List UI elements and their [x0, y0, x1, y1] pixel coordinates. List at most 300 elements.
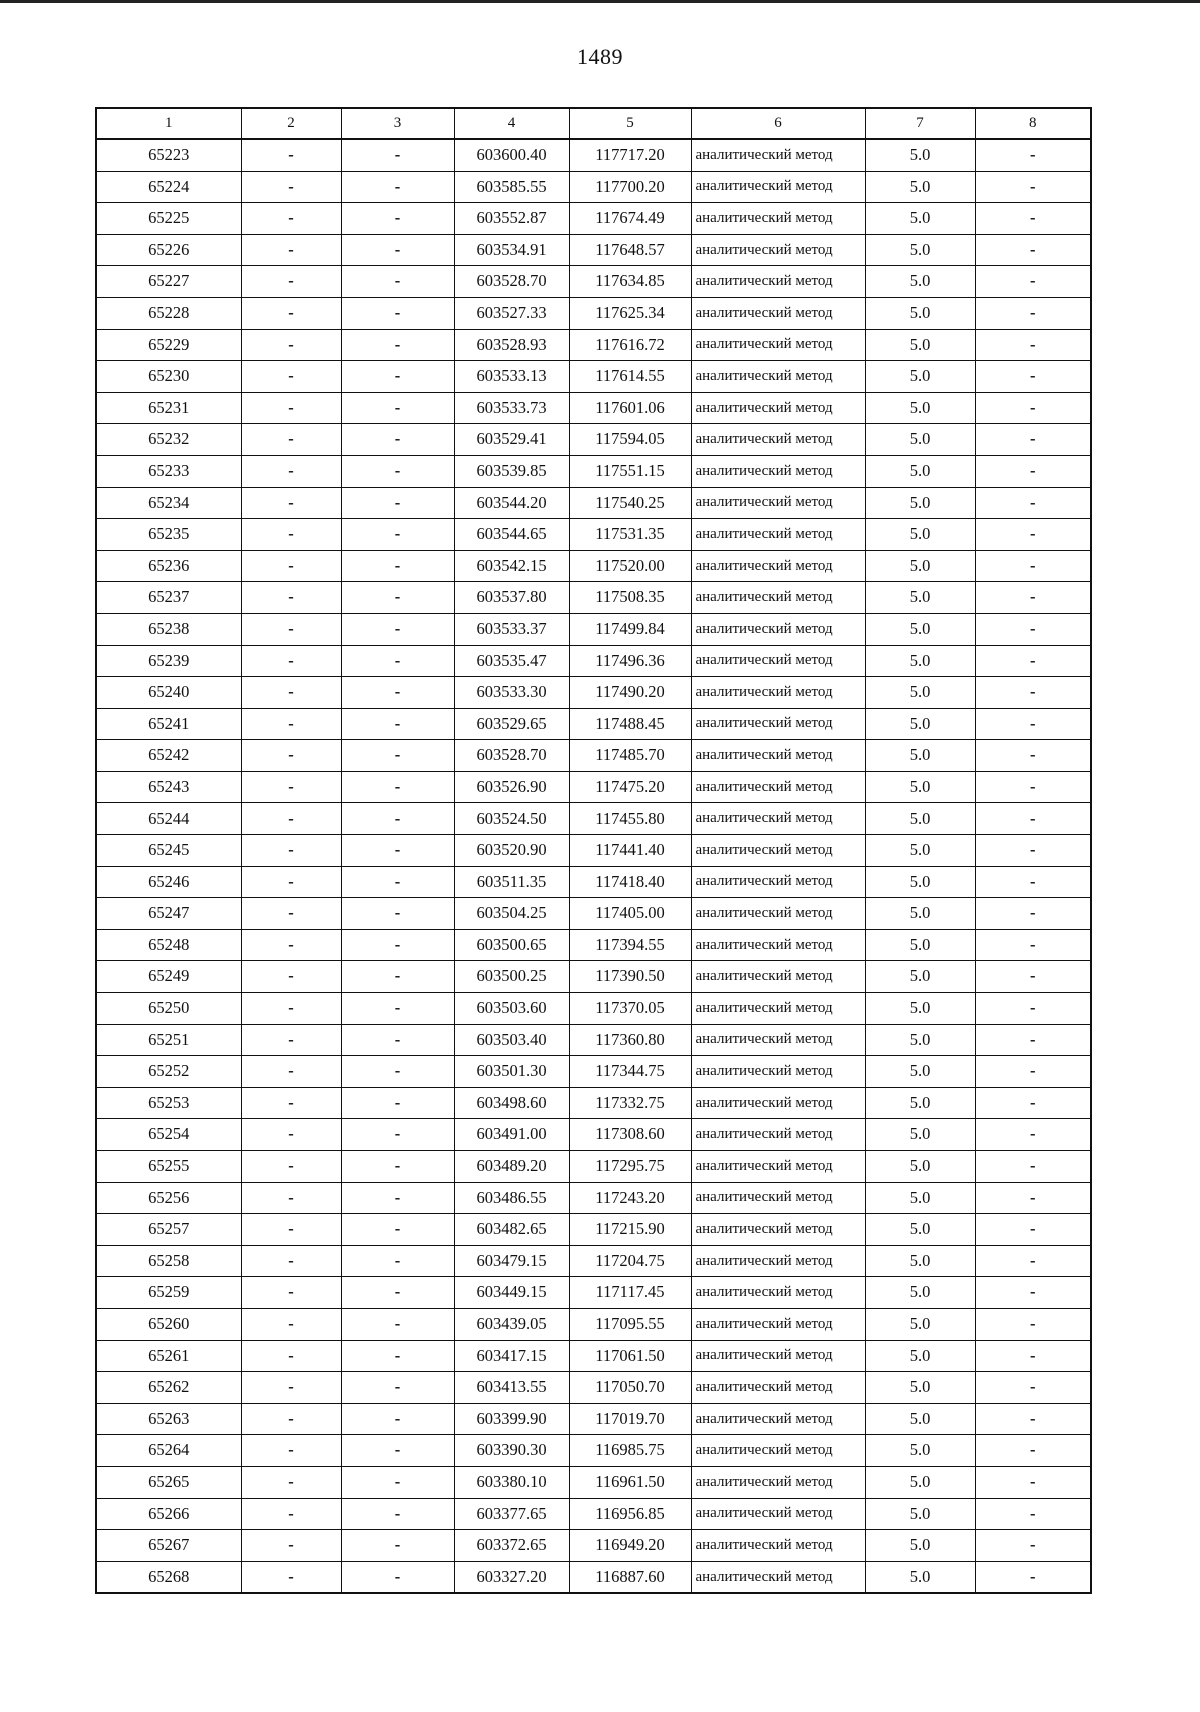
- coordinate-y: 117531.35: [569, 519, 691, 551]
- coordinate-x: 603501.30: [454, 1056, 569, 1088]
- col8-value: -: [975, 487, 1091, 519]
- coordinate-x: 603486.55: [454, 1182, 569, 1214]
- determination-method: аналитический метод: [691, 1372, 865, 1404]
- determination-method: аналитический метод: [691, 424, 865, 456]
- table-row: [96, 139, 1091, 171]
- determination-method: аналитический метод: [691, 961, 865, 993]
- coordinate-y: 116949.20: [569, 1530, 691, 1562]
- point-number: 65228: [96, 297, 241, 329]
- table-row: [96, 1182, 1091, 1214]
- determination-method: аналитический метод: [691, 866, 865, 898]
- col8-value: -: [975, 993, 1091, 1025]
- point-number: 65268: [96, 1561, 241, 1593]
- coordinate-y: 117019.70: [569, 1403, 691, 1435]
- column-header-6: 6: [691, 108, 865, 139]
- col3-value: -: [341, 203, 454, 235]
- col2-value: -: [241, 171, 341, 203]
- col3-value: -: [341, 645, 454, 677]
- col2-value: -: [241, 929, 341, 961]
- col3-value: -: [341, 1277, 454, 1309]
- col8-value: -: [975, 1530, 1091, 1562]
- accuracy-value: 5.0: [865, 171, 975, 203]
- accuracy-value: 5.0: [865, 297, 975, 329]
- point-number: 65261: [96, 1340, 241, 1372]
- determination-method: аналитический метод: [691, 139, 865, 171]
- col8-value: -: [975, 1182, 1091, 1214]
- accuracy-value: 5.0: [865, 1277, 975, 1309]
- coordinate-y: 117594.05: [569, 424, 691, 456]
- col8-value: -: [975, 139, 1091, 171]
- determination-method: аналитический метод: [691, 708, 865, 740]
- coordinate-y: 117441.40: [569, 835, 691, 867]
- coordinate-x: 603585.55: [454, 171, 569, 203]
- coordinate-x: 603498.60: [454, 1087, 569, 1119]
- accuracy-value: 5.0: [865, 929, 975, 961]
- table-row: [96, 266, 1091, 298]
- col3-value: -: [341, 392, 454, 424]
- coordinate-y: 117204.75: [569, 1245, 691, 1277]
- coordinate-x: 603544.20: [454, 487, 569, 519]
- point-number: 65232: [96, 424, 241, 456]
- col3-value: -: [341, 1151, 454, 1183]
- table-row: [96, 487, 1091, 519]
- col3-value: -: [341, 550, 454, 582]
- column-header-8: 8: [975, 108, 1091, 139]
- col8-value: -: [975, 297, 1091, 329]
- determination-method: аналитический метод: [691, 771, 865, 803]
- col8-value: -: [975, 961, 1091, 993]
- coordinate-x: 603535.47: [454, 645, 569, 677]
- col3-value: -: [341, 1435, 454, 1467]
- col2-value: -: [241, 1151, 341, 1183]
- point-number: 65251: [96, 1024, 241, 1056]
- accuracy-value: 5.0: [865, 771, 975, 803]
- accuracy-value: 5.0: [865, 234, 975, 266]
- point-number: 65245: [96, 835, 241, 867]
- accuracy-value: 5.0: [865, 803, 975, 835]
- col8-value: -: [975, 550, 1091, 582]
- table-row: [96, 677, 1091, 709]
- accuracy-value: 5.0: [865, 961, 975, 993]
- col8-value: -: [975, 361, 1091, 393]
- point-number: 65248: [96, 929, 241, 961]
- coordinate-y: 117050.70: [569, 1372, 691, 1404]
- col3-value: -: [341, 1119, 454, 1151]
- determination-method: аналитический метод: [691, 1182, 865, 1214]
- col2-value: -: [241, 297, 341, 329]
- accuracy-value: 5.0: [865, 740, 975, 772]
- point-number: 65252: [96, 1056, 241, 1088]
- col2-value: -: [241, 266, 341, 298]
- col2-value: -: [241, 898, 341, 930]
- accuracy-value: 5.0: [865, 550, 975, 582]
- coordinate-x: 603537.80: [454, 582, 569, 614]
- coordinate-x: 603539.85: [454, 455, 569, 487]
- col2-value: -: [241, 1498, 341, 1530]
- table-row: [96, 455, 1091, 487]
- column-header-2: 2: [241, 108, 341, 139]
- col3-value: -: [341, 835, 454, 867]
- table-row: [96, 613, 1091, 645]
- col8-value: -: [975, 1087, 1091, 1119]
- table-row: [96, 582, 1091, 614]
- point-number: 65238: [96, 613, 241, 645]
- coordinate-x: 603529.65: [454, 708, 569, 740]
- determination-method: аналитический метод: [691, 1087, 865, 1119]
- coordinate-y: 117488.45: [569, 708, 691, 740]
- coordinate-x: 603372.65: [454, 1530, 569, 1562]
- col2-value: -: [241, 708, 341, 740]
- col2-value: -: [241, 392, 341, 424]
- accuracy-value: 5.0: [865, 1087, 975, 1119]
- coordinate-x: 603520.90: [454, 835, 569, 867]
- coordinate-x: 603489.20: [454, 1151, 569, 1183]
- col3-value: -: [341, 708, 454, 740]
- coordinate-x: 603504.25: [454, 898, 569, 930]
- coordinate-y: 116961.50: [569, 1466, 691, 1498]
- col3-value: -: [341, 139, 454, 171]
- table-row: [96, 234, 1091, 266]
- coordinate-y: 117390.50: [569, 961, 691, 993]
- col8-value: -: [975, 1498, 1091, 1530]
- determination-method: аналитический метод: [691, 1119, 865, 1151]
- col2-value: -: [241, 234, 341, 266]
- coordinate-y: 117344.75: [569, 1056, 691, 1088]
- table-row: [96, 740, 1091, 772]
- col2-value: -: [241, 1214, 341, 1246]
- coordinate-x: 603380.10: [454, 1466, 569, 1498]
- point-number: 65243: [96, 771, 241, 803]
- col3-value: -: [341, 613, 454, 645]
- coordinate-y: 117496.36: [569, 645, 691, 677]
- accuracy-value: 5.0: [865, 898, 975, 930]
- table-row: [96, 392, 1091, 424]
- accuracy-value: 5.0: [865, 1498, 975, 1530]
- accuracy-value: 5.0: [865, 708, 975, 740]
- determination-method: аналитический метод: [691, 361, 865, 393]
- determination-method: аналитический метод: [691, 645, 865, 677]
- accuracy-value: 5.0: [865, 266, 975, 298]
- determination-method: аналитический метод: [691, 1530, 865, 1562]
- col3-value: -: [341, 1466, 454, 1498]
- col2-value: -: [241, 519, 341, 551]
- col2-value: -: [241, 771, 341, 803]
- accuracy-value: 5.0: [865, 1308, 975, 1340]
- coordinate-y: 116887.60: [569, 1561, 691, 1593]
- determination-method: аналитический метод: [691, 487, 865, 519]
- point-number: 65247: [96, 898, 241, 930]
- table-row: [96, 1435, 1091, 1467]
- table-row: [96, 171, 1091, 203]
- col3-value: -: [341, 1530, 454, 1562]
- col3-value: -: [341, 1056, 454, 1088]
- coordinate-x: 603528.70: [454, 266, 569, 298]
- table-row: [96, 1151, 1091, 1183]
- coordinate-x: 603377.65: [454, 1498, 569, 1530]
- coordinate-y: 117674.49: [569, 203, 691, 235]
- determination-method: аналитический метод: [691, 613, 865, 645]
- accuracy-value: 5.0: [865, 1245, 975, 1277]
- point-number: 65225: [96, 203, 241, 235]
- col8-value: -: [975, 1277, 1091, 1309]
- table-row: [96, 1056, 1091, 1088]
- determination-method: аналитический метод: [691, 329, 865, 361]
- determination-method: аналитический метод: [691, 392, 865, 424]
- coordinate-y: 117394.55: [569, 929, 691, 961]
- coordinate-x: 603533.73: [454, 392, 569, 424]
- accuracy-value: 5.0: [865, 1340, 975, 1372]
- col2-value: -: [241, 329, 341, 361]
- determination-method: аналитический метод: [691, 171, 865, 203]
- col8-value: -: [975, 929, 1091, 961]
- coordinate-x: 603529.41: [454, 424, 569, 456]
- col3-value: -: [341, 1245, 454, 1277]
- col3-value: -: [341, 1214, 454, 1246]
- col3-value: -: [341, 266, 454, 298]
- determination-method: аналитический метод: [691, 1277, 865, 1309]
- coordinate-y: 117308.60: [569, 1119, 691, 1151]
- table-row: [96, 297, 1091, 329]
- coordinate-y: 116985.75: [569, 1435, 691, 1467]
- determination-method: аналитический метод: [691, 1466, 865, 1498]
- coordinate-y: 117540.25: [569, 487, 691, 519]
- determination-method: аналитический метод: [691, 1403, 865, 1435]
- col8-value: -: [975, 1466, 1091, 1498]
- determination-method: аналитический метод: [691, 1340, 865, 1372]
- determination-method: аналитический метод: [691, 677, 865, 709]
- accuracy-value: 5.0: [865, 1182, 975, 1214]
- determination-method: аналитический метод: [691, 1151, 865, 1183]
- accuracy-value: 5.0: [865, 1119, 975, 1151]
- accuracy-value: 5.0: [865, 1214, 975, 1246]
- determination-method: аналитический метод: [691, 803, 865, 835]
- col2-value: -: [241, 961, 341, 993]
- table-row: [96, 1087, 1091, 1119]
- coordinate-y: 117117.45: [569, 1277, 691, 1309]
- col8-value: -: [975, 1561, 1091, 1593]
- coordinate-y: 117508.35: [569, 582, 691, 614]
- table-row: [96, 550, 1091, 582]
- col3-value: -: [341, 1561, 454, 1593]
- table-row: [96, 361, 1091, 393]
- col8-value: -: [975, 708, 1091, 740]
- point-number: 65257: [96, 1214, 241, 1246]
- point-number: 65244: [96, 803, 241, 835]
- table-row: [96, 1530, 1091, 1562]
- col8-value: -: [975, 582, 1091, 614]
- table-row: [96, 203, 1091, 235]
- point-number: 65254: [96, 1119, 241, 1151]
- coordinate-x: 603526.90: [454, 771, 569, 803]
- col3-value: -: [341, 1340, 454, 1372]
- col2-value: -: [241, 613, 341, 645]
- col3-value: -: [341, 1372, 454, 1404]
- accuracy-value: 5.0: [865, 1466, 975, 1498]
- column-header-7: 7: [865, 108, 975, 139]
- col8-value: -: [975, 1403, 1091, 1435]
- point-number: 65266: [96, 1498, 241, 1530]
- determination-method: аналитический метод: [691, 1214, 865, 1246]
- point-number: 65241: [96, 708, 241, 740]
- col8-value: -: [975, 424, 1091, 456]
- table-row: [96, 1372, 1091, 1404]
- point-number: 65253: [96, 1087, 241, 1119]
- col2-value: -: [241, 1182, 341, 1214]
- col2-value: -: [241, 487, 341, 519]
- coordinate-x: 603533.30: [454, 677, 569, 709]
- table-row: [96, 771, 1091, 803]
- col8-value: -: [975, 835, 1091, 867]
- coordinate-x: 603479.15: [454, 1245, 569, 1277]
- table-row: [96, 929, 1091, 961]
- determination-method: аналитический метод: [691, 1308, 865, 1340]
- accuracy-value: 5.0: [865, 519, 975, 551]
- table-row: [96, 1403, 1091, 1435]
- table-row: [96, 1561, 1091, 1593]
- table-row: [96, 1214, 1091, 1246]
- point-number: 65250: [96, 993, 241, 1025]
- accuracy-value: 5.0: [865, 1024, 975, 1056]
- accuracy-value: 5.0: [865, 835, 975, 867]
- col8-value: -: [975, 1435, 1091, 1467]
- point-number: 65262: [96, 1372, 241, 1404]
- point-number: 65233: [96, 455, 241, 487]
- accuracy-value: 5.0: [865, 582, 975, 614]
- col3-value: -: [341, 1182, 454, 1214]
- accuracy-value: 5.0: [865, 645, 975, 677]
- coordinate-x: 603500.25: [454, 961, 569, 993]
- col3-value: -: [341, 1403, 454, 1435]
- col8-value: -: [975, 803, 1091, 835]
- determination-method: аналитический метод: [691, 1561, 865, 1593]
- col8-value: -: [975, 392, 1091, 424]
- determination-method: аналитический метод: [691, 1498, 865, 1530]
- determination-method: аналитический метод: [691, 519, 865, 551]
- point-number: 65230: [96, 361, 241, 393]
- col8-value: -: [975, 898, 1091, 930]
- top-border-rule: [0, 0, 1200, 3]
- col8-value: -: [975, 645, 1091, 677]
- determination-method: аналитический метод: [691, 835, 865, 867]
- col3-value: -: [341, 740, 454, 772]
- coordinate-x: 603527.33: [454, 297, 569, 329]
- coordinate-x: 603439.05: [454, 1308, 569, 1340]
- col8-value: -: [975, 234, 1091, 266]
- col3-value: -: [341, 171, 454, 203]
- col2-value: -: [241, 424, 341, 456]
- col3-value: -: [341, 455, 454, 487]
- point-number: 65258: [96, 1245, 241, 1277]
- col3-value: -: [341, 329, 454, 361]
- col8-value: -: [975, 1308, 1091, 1340]
- accuracy-value: 5.0: [865, 613, 975, 645]
- coordinate-y: 117095.55: [569, 1308, 691, 1340]
- col8-value: -: [975, 1245, 1091, 1277]
- col3-value: -: [341, 582, 454, 614]
- coordinate-x: 603500.65: [454, 929, 569, 961]
- coordinate-x: 603600.40: [454, 139, 569, 171]
- point-number: 65249: [96, 961, 241, 993]
- column-header-5: 5: [569, 108, 691, 139]
- col3-value: -: [341, 1087, 454, 1119]
- point-number: 65239: [96, 645, 241, 677]
- col8-value: -: [975, 1151, 1091, 1183]
- determination-method: аналитический метод: [691, 929, 865, 961]
- accuracy-value: 5.0: [865, 487, 975, 519]
- col2-value: -: [241, 1372, 341, 1404]
- coordinate-x: 603417.15: [454, 1340, 569, 1372]
- coordinate-y: 117295.75: [569, 1151, 691, 1183]
- coordinate-x: 603390.30: [454, 1435, 569, 1467]
- coordinate-y: 117370.05: [569, 993, 691, 1025]
- coordinates-table: [95, 107, 1092, 1594]
- accuracy-value: 5.0: [865, 1435, 975, 1467]
- col3-value: -: [341, 803, 454, 835]
- col3-value: -: [341, 1024, 454, 1056]
- col2-value: -: [241, 1308, 341, 1340]
- col2-value: -: [241, 1435, 341, 1467]
- determination-method: аналитический метод: [691, 993, 865, 1025]
- accuracy-value: 5.0: [865, 1372, 975, 1404]
- determination-method: аналитический метод: [691, 1056, 865, 1088]
- table-row: [96, 1498, 1091, 1530]
- point-number: 65236: [96, 550, 241, 582]
- col2-value: -: [241, 803, 341, 835]
- point-number: 65231: [96, 392, 241, 424]
- table-row: [96, 424, 1091, 456]
- col2-value: -: [241, 1024, 341, 1056]
- column-header-4: 4: [454, 108, 569, 139]
- col8-value: -: [975, 1214, 1091, 1246]
- accuracy-value: 5.0: [865, 424, 975, 456]
- col8-value: -: [975, 740, 1091, 772]
- col8-value: -: [975, 519, 1091, 551]
- col2-value: -: [241, 1119, 341, 1151]
- coordinate-y: 117475.20: [569, 771, 691, 803]
- coordinate-x: 603503.40: [454, 1024, 569, 1056]
- coordinate-y: 117061.50: [569, 1340, 691, 1372]
- determination-method: аналитический метод: [691, 582, 865, 614]
- point-number: 65255: [96, 1151, 241, 1183]
- determination-method: аналитический метод: [691, 203, 865, 235]
- accuracy-value: 5.0: [865, 1056, 975, 1088]
- table-body: [96, 139, 1091, 1593]
- col3-value: -: [341, 361, 454, 393]
- accuracy-value: 5.0: [865, 1151, 975, 1183]
- coordinate-x: 603533.13: [454, 361, 569, 393]
- col8-value: -: [975, 677, 1091, 709]
- table-row: [96, 1340, 1091, 1372]
- accuracy-value: 5.0: [865, 329, 975, 361]
- point-number: 65264: [96, 1435, 241, 1467]
- table-row: [96, 866, 1091, 898]
- col2-value: -: [241, 139, 341, 171]
- table-row: [96, 1277, 1091, 1309]
- col2-value: -: [241, 1087, 341, 1119]
- coordinate-y: 117700.20: [569, 171, 691, 203]
- determination-method: аналитический метод: [691, 266, 865, 298]
- coordinate-x: 603528.93: [454, 329, 569, 361]
- col8-value: -: [975, 266, 1091, 298]
- col2-value: -: [241, 203, 341, 235]
- col8-value: -: [975, 1024, 1091, 1056]
- col8-value: -: [975, 1340, 1091, 1372]
- page-number: 1489: [577, 44, 623, 69]
- point-number: 65267: [96, 1530, 241, 1562]
- coordinate-x: 603528.70: [454, 740, 569, 772]
- point-number: 65229: [96, 329, 241, 361]
- col2-value: -: [241, 361, 341, 393]
